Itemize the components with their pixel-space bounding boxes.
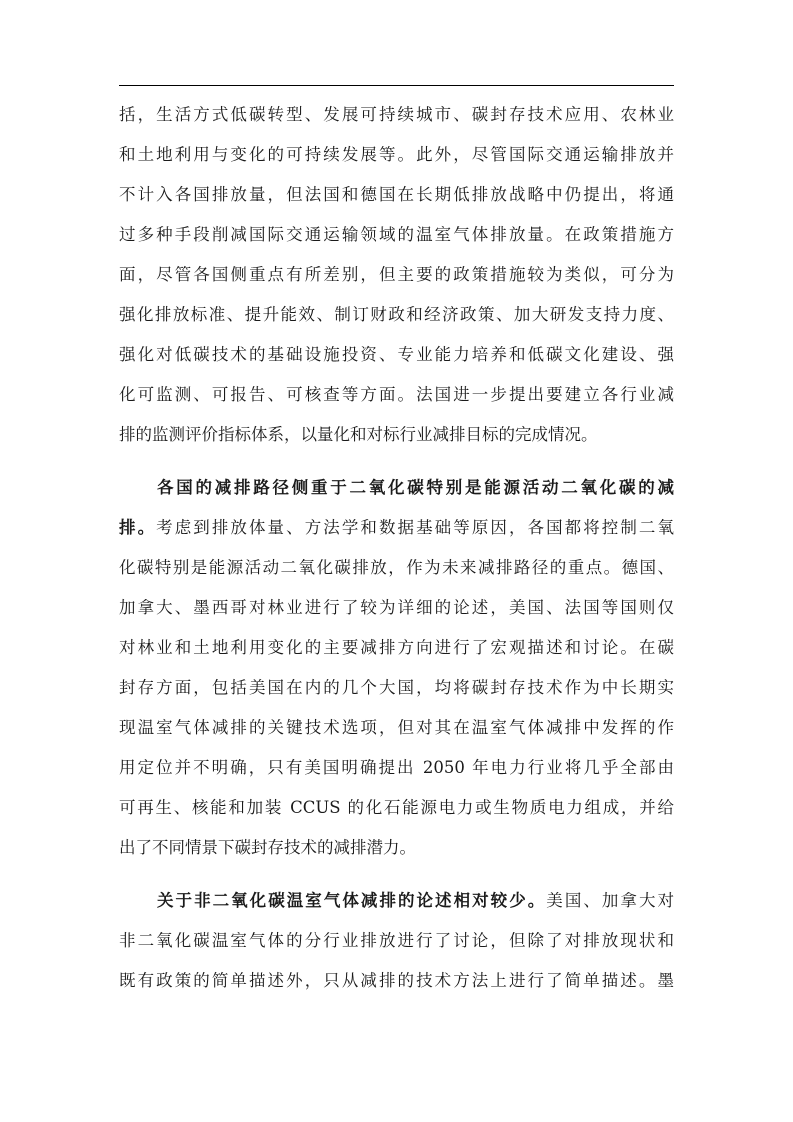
text-line: 排的监测评价指标体系，以量化和对标行业减排目标的完成情况。 (119, 425, 598, 444)
document-body (119, 95, 674, 1001)
lead-rest-text: 考虑到排放体量、方法学和数据基础等原因，各国都将控制二氧 (156, 518, 674, 537)
text-line: 出了不同情景下碳封存技术的减排潜力。 (119, 838, 416, 857)
text-line: 对林业和土地利用变化的主要减排方向进行了宏观描述和讨论。在碳 (119, 638, 674, 657)
text-line: 化碳特别是能源活动二氧化碳排放，作为未来减排路径的重点。德国、 (119, 558, 674, 577)
text-line: 非二氧化碳温室气体的分行业排放进行了讨论，但除了对排放现状和 (119, 931, 674, 950)
text-line: 强化对低碳技术的基础设施投资、专业能力培养和低碳文化建设、强 (119, 345, 674, 364)
paragraph-spacing (119, 455, 674, 468)
text-line: 面，尽管各国侧重点有所差别，但主要的政策措施较为类似，可分为 (119, 265, 674, 284)
paragraph-1 (119, 95, 674, 455)
text-line: 既有政策的简单描述外，只从减排的技术方法上进行了简单描述。墨 (119, 971, 674, 990)
paragraph-spacing (119, 868, 674, 881)
text-line: 封存方面，包括美国在内的几个大国，均将碳封存技术作为中长期实 (119, 678, 674, 697)
text-line (119, 508, 674, 548)
text-line: 现温室气体减排的关键技术选项，但对其在温室气体减排中发挥的作 (119, 718, 674, 737)
paragraph-3 (119, 881, 674, 1001)
bold-heading-line: 各国的减排路径侧重于二氧化碳特别是能源活动二氧化碳的减 (157, 478, 674, 497)
bold-lead-text: 关于非二氧化碳温室气体减排的论述相对较少。 (157, 891, 547, 910)
text-line (119, 881, 674, 921)
text-line: 和土地利用与变化的可持续发展等。此外，尽管国际交通运输排放并 (119, 145, 674, 164)
text-line: 化可监测、可报告、可核查等方面。法国进一步提出要建立各行业减 (119, 385, 674, 404)
text-line: 加拿大、墨西哥对林业进行了较为详细的论述，美国、法国等国则仅 (119, 598, 674, 617)
text-line: 可再生、核能和加装 CCUS 的化石能源电力或生物质电力组成，并给 (119, 798, 674, 817)
text-line: 强化排放标准、提升能效、制订财政和经济政策、加大研发支持力度、 (119, 305, 674, 324)
paragraph-2 (119, 468, 674, 868)
text-line: 用定位并不明确，只有美国明确提出 2050 年电力行业将几乎全部由 (119, 758, 674, 777)
lead-rest-text: 美国、加拿大对 (546, 891, 674, 910)
header-rule (119, 85, 674, 86)
bold-lead-text: 排。 (119, 518, 157, 537)
text-line: 不计入各国排放量，但法国和德国在长期低排放战略中仍提出，将通 (119, 185, 674, 204)
text-line: 括，生活方式低碳转型、发展可持续城市、碳封存技术应用、农林业 (119, 105, 674, 124)
text-line: 过多种手段削减国际交通运输领域的温室气体排放量。在政策措施方 (119, 225, 674, 244)
